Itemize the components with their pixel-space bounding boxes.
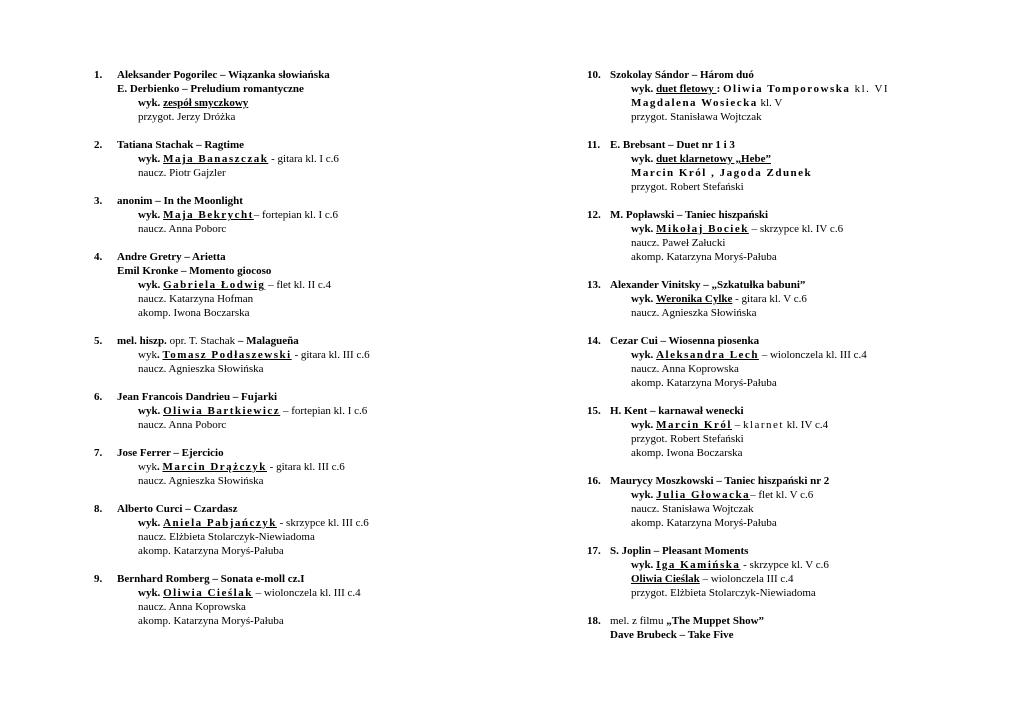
text-run: akomp. Katarzyna Moryś-Pałuba [631,517,777,529]
text-run: wyk. [631,223,657,235]
item-line [610,334,1007,348]
text-run: wyk. [138,153,164,165]
text-run: klarnet [742,419,784,431]
text-run: H. Kent – karnawał wenecki [610,405,744,417]
program-item [94,250,534,320]
text-run: Mikołaj Bociek [656,223,749,235]
item-line [610,250,1007,264]
item-line [117,292,534,306]
text-run: - gitara kl. III c.6 [291,349,370,361]
item-number: 17. [587,545,601,557]
text-run: akomp. Iwona Boczarska [631,447,743,459]
item-line [117,138,534,152]
text-run: wyk. [138,405,164,417]
text-run: Aleksander Pogorilec – Wiązanka słowiańska [117,69,330,81]
text-run: – flet kl. V c.6 [750,489,814,501]
program-item [587,278,1007,320]
item-number: 9. [94,573,103,585]
text-run: Emil Kronke – Momento giocoso [117,265,272,277]
item-line [117,250,534,264]
item-line [117,348,534,362]
item-number: 14. [587,335,601,347]
program-item [94,194,534,236]
text-run: Weronika Cylke [655,293,733,305]
text-run: Julia Głowacka [656,489,751,501]
item-line [610,488,1007,502]
text-run: Oliwia Tomporowska [722,83,851,95]
program-item [587,544,1007,600]
text-run: Marcin Król [656,419,732,431]
item-line [610,348,1007,362]
text-run: Marcin Drążczyk [162,461,267,473]
item-line [117,600,534,614]
text-run: Andre Gretry – Arietta [117,251,226,263]
text-run: Jose Ferrer – Ejercicio [117,447,224,459]
item-line [610,404,1007,418]
item-line [117,390,534,404]
item-number: 3. [94,195,103,207]
text-run: – fortepian kl. I c.6 [253,209,339,221]
text-run: Oliwia Bartkiewicz [163,405,281,417]
item-line [117,82,534,96]
item-line [610,138,1007,152]
item-line [117,68,534,82]
item-line [610,222,1007,236]
program-column-right [587,68,1007,642]
item-line [117,418,534,432]
item-line [117,572,534,586]
text-run: wyk. [631,153,657,165]
text-run: Tatiana Stachak – Ragtime [117,139,245,151]
text-run: naucz. Anna Koprowska [138,601,246,613]
text-run: Gabriela Łodwig [163,279,266,291]
item-line [610,572,1007,586]
text-run: Tomasz Podłaszewski [162,349,292,361]
text-run: wyk. [138,209,164,221]
item-number: 12. [587,209,601,221]
item-line [117,516,534,530]
item-line [117,586,534,600]
item-line [610,362,1007,376]
item-line [117,306,534,320]
item-line [117,530,534,544]
program-item [587,474,1007,530]
item-number: 13. [587,279,601,291]
text-run: naucz. Katarzyna Hofman [138,293,254,305]
item-number: 4. [94,251,103,263]
program-item [94,390,534,432]
program-item [94,446,534,488]
text-run: przygot. Robert Stefański [631,433,744,445]
item-number: 8. [94,503,103,515]
text-run: duet klarnetowy „Hebe” [656,153,771,165]
text-run: – wiolonczela III c.4 [699,573,794,585]
text-run: naucz. Stanisława Wojtczak [631,503,754,515]
text-run: przygot. Robert Stefański [631,181,744,193]
item-line [117,208,534,222]
text-run: zespół smyczkowy [163,97,249,109]
text-run: Cezar Cui – Wiosenna piosenka [610,335,760,347]
item-line [117,460,534,474]
item-line [610,208,1007,222]
text-run: naucz. Anna Koprowska [631,363,739,375]
item-number: 15. [587,405,601,417]
item-number: 11. [587,139,601,151]
item-line [610,628,1007,642]
text-run: wyk. [138,279,164,291]
text-run: Bernhard Romberg – Sonata e-moll cz.I [117,573,305,585]
text-run: wyk. [631,489,657,501]
text-run: Alexander Vinitsky – „Szkatułka babuni” [610,279,806,291]
item-line [610,502,1007,516]
item-line [610,82,1007,96]
text-run: M. Popławski – Taniec hiszpański [610,209,769,221]
text-run: akomp. Katarzyna Moryś-Pałuba [138,615,284,627]
item-line [610,516,1007,530]
text-run: Maja Banaszczak [163,153,269,165]
text-run: naucz. Anna Poborc [138,223,227,235]
text-run: – flet kl. II c.4 [265,279,332,291]
text-run: wyk. [631,83,657,95]
item-number: 5. [94,335,103,347]
text-run: Iga Kamińska [656,559,741,571]
item-line [610,166,1007,180]
item-line [610,152,1007,166]
item-line [610,586,1007,600]
text-run: Magdalena Wosiecka [631,97,758,109]
item-line [610,236,1007,250]
text-run: wyk. [138,587,164,599]
text-run: przygot. Elżbieta Stolarczyk-Niewiadoma [631,587,816,599]
program-item [587,614,1007,642]
text-run: Jean Francois Dandrieu – Fujarki [117,391,278,403]
text-run: – wiolonczela kl. III c.4 [758,349,867,361]
program-column-left [94,68,534,628]
text-run: S. Joplin – Pleasant Moments [610,545,749,557]
text-run: kl. V [757,97,783,109]
text-run: – skrzypce kl. IV c.6 [748,223,844,235]
text-run: wyk. [138,97,164,109]
text-run: duet fletowy [656,83,717,95]
text-run: Maja Bekrycht [163,209,254,221]
program-item [587,68,1007,124]
text-run: - skrzypce kl. V c.6 [740,559,829,571]
item-number: 10. [587,69,601,81]
item-line [117,166,534,180]
text-run: anonim – In the Moonlight [117,195,243,207]
item-line [117,110,534,124]
text-run: wyk. [631,349,657,361]
item-line [610,376,1007,390]
text-run: - gitara kl. I c.6 [268,153,339,165]
text-run: naucz. Elżbieta Stolarczyk-Niewiadoma [138,531,315,543]
item-line [117,502,534,516]
text-run: E. Derbienko – Preludium romantyczne [117,83,304,95]
item-line [117,474,534,488]
item-number: 18. [587,615,601,627]
text-run: Aleksandra Lech [656,349,759,361]
item-line [117,446,534,460]
item-line [117,222,534,236]
program-item [587,138,1007,194]
text-run: - gitara kl. V c.6 [732,293,807,305]
text-run: „The Muppet Show” [666,615,765,627]
text-run: Marcin Król , Jagoda Zdunek [631,167,813,179]
item-line [610,292,1007,306]
program-item [94,138,534,180]
item-line [117,404,534,418]
text-run: – fortepian kl. I c.6 [280,405,368,417]
text-run: naucz. Paweł Załucki [631,237,726,249]
item-line [610,474,1007,488]
item-line [117,278,534,292]
item-number: 1. [94,69,103,81]
text-run: wyk [138,349,157,361]
program-item [94,502,534,558]
text-run: wyk. [631,419,657,431]
item-number: 6. [94,391,103,403]
text-run: akomp. Iwona Boczarska [138,307,250,319]
program-item [94,68,534,124]
text-run: akomp. Katarzyna Moryś-Pałuba [138,545,284,557]
text-run: przygot. Jerzy Dróżka [138,111,236,123]
item-line [610,558,1007,572]
text-run: mel. z filmu [610,615,667,627]
text-run: Dave Brubeck – Take Five [610,629,734,641]
text-run: wyk [138,461,157,473]
text-run: wyk. [631,293,656,305]
item-line [117,194,534,208]
item-number: 16. [587,475,601,487]
program-item [587,404,1007,460]
item-line [117,334,534,348]
item-line [610,68,1007,82]
text-run: naucz. Agnieszka Słowińska [631,307,757,319]
item-line [117,614,534,628]
item-line [117,362,534,376]
item-line [610,614,1007,628]
text-run: Szokolay Sándor – Három duó [610,69,754,81]
text-run: Alberto Curci – Czardasz [117,503,238,515]
item-line [610,180,1007,194]
text-run: kl. VI [850,83,890,95]
item-line [610,432,1007,446]
program-item [94,572,534,628]
text-run: naucz. Piotr Gajzler [138,167,226,179]
item-line [610,418,1007,432]
text-run: Maurycy Moszkowski – Taniec hiszpański nr 2 [610,475,830,487]
text-run: : [716,83,723,95]
text-run: . [156,461,163,473]
item-line [610,544,1007,558]
text-run: naucz. Agnieszka Słowińska [138,363,264,375]
text-run: - skrzypce kl. III c.6 [276,517,369,529]
text-run: wyk. [138,517,164,529]
text-run: – Malagueña [237,335,299,347]
text-run: akomp. Katarzyna Moryś-Pałuba [631,377,777,389]
text-run: kl. IV c.4 [783,419,829,431]
item-line [610,446,1007,460]
item-line [117,544,534,558]
item-number: 2. [94,139,103,151]
text-run: akomp. Katarzyna Moryś-Pałuba [631,251,777,263]
item-line [610,278,1007,292]
text-run: przygot. Stanisława Wojtczak [631,111,762,123]
text-run: - gitara kl. III c.6 [266,461,345,473]
item-line [117,152,534,166]
program-item [587,208,1007,264]
item-number: 7. [94,447,103,459]
item-line [610,96,1007,110]
text-run: Oliwia Cieślak [163,587,253,599]
program-item [94,334,534,376]
item-line [610,306,1007,320]
text-run: – wiolonczela kl. III c.4 [252,587,361,599]
text-run: mel. hiszp. [117,335,167,347]
text-run: opr. T. Stachak [166,335,238,347]
text-run: wyk. [631,559,657,571]
text-run: . [156,349,163,361]
text-run: Oliwia Cieślak [631,573,700,585]
text-run: Aniela Pabjańczyk [163,517,277,529]
item-line [610,110,1007,124]
text-run: E. Brebsant – Duet nr 1 i 3 [610,139,735,151]
text-run: – [731,419,743,431]
program-item [587,334,1007,390]
item-line [117,96,534,110]
text-run: naucz. Agnieszka Słowińska [138,475,264,487]
text-run: naucz. Anna Poborc [138,419,227,431]
item-line [117,264,534,278]
